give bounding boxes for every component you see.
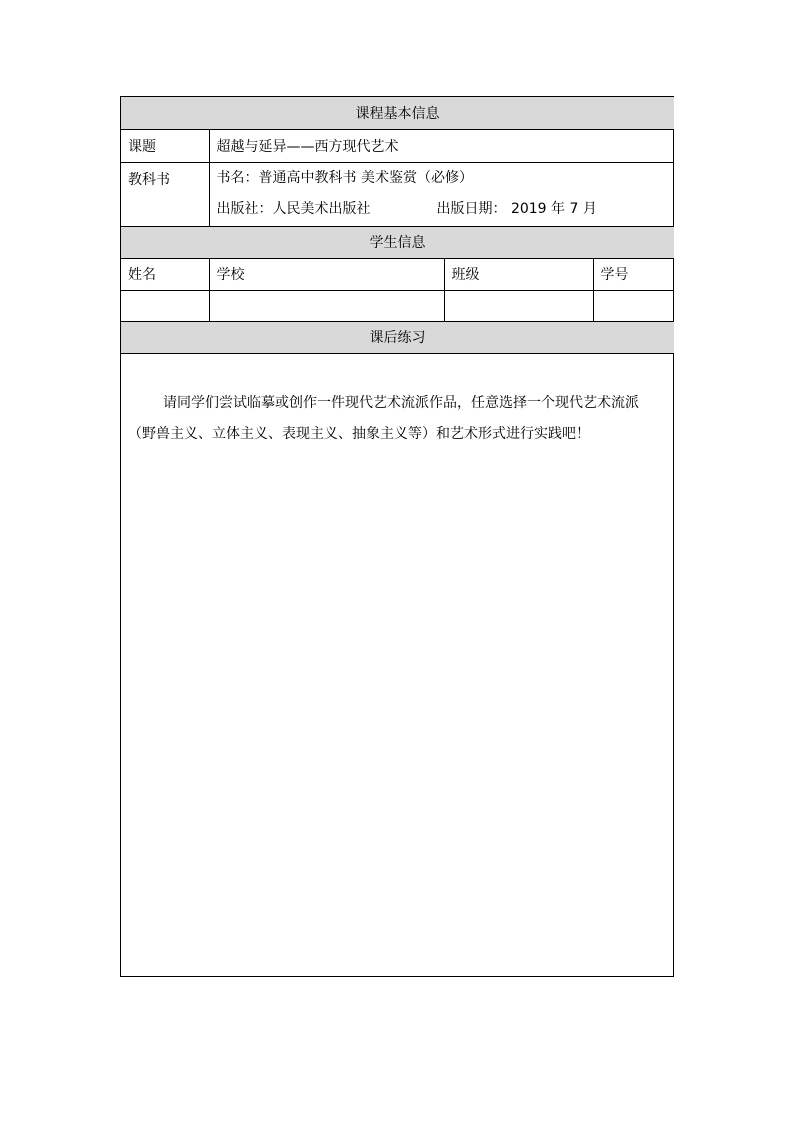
school-label: 学校	[209, 258, 444, 290]
info-table	[121, 97, 674, 354]
publisher: 出版社：人民美术出版社	[216, 201, 371, 217]
student-info-header: 学生信息	[121, 226, 674, 258]
publish-date: 出版日期： 2019 年 7 月	[436, 201, 597, 217]
topic-value: 超越与延异——西方现代艺术	[209, 129, 674, 162]
student-id-field[interactable]	[593, 290, 674, 321]
course-info-header: 课程基本信息	[121, 97, 674, 129]
student-id-label: 学号	[593, 258, 674, 290]
class-field[interactable]	[444, 290, 593, 321]
homework-text: 请同学们尝试临摹或创作一件现代艺术流派作品，任意选择一个现代艺术流派（野兽主义、立体主义、表现主义、抽象主义等）和艺术形式进行实践吧！	[128, 394, 639, 442]
textbook-label: 教科书	[121, 162, 209, 226]
school-field[interactable]	[209, 290, 444, 321]
textbook-details	[209, 162, 674, 226]
homework-header: 课后练习	[121, 321, 674, 353]
topic-label: 课题	[121, 129, 209, 162]
name-field[interactable]	[121, 290, 209, 321]
publisher-row	[217, 194, 668, 225]
lesson-sheet	[120, 96, 674, 977]
class-label: 班级	[444, 258, 593, 290]
name-label: 姓名	[121, 258, 209, 290]
book-title: 书名：普通高中教科书 美术鉴赏（必修）	[216, 170, 473, 186]
